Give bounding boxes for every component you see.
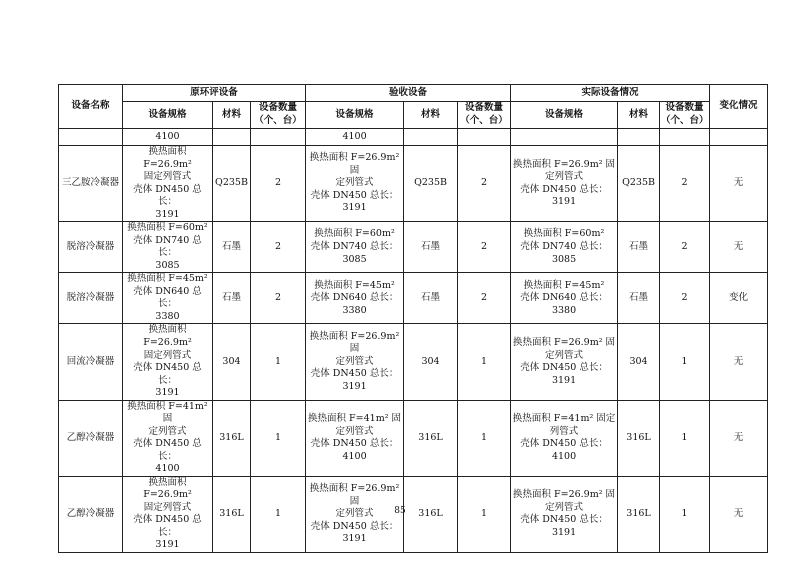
cell-acceptance-spec: 换热面积 F=60m² 壳体 DN740 总长： 3085 (306, 222, 404, 273)
header-actual-group: 实际设备情况 (511, 85, 710, 102)
header-actual-spec: 设备规格 (511, 102, 618, 129)
header-row-columns (59, 102, 768, 129)
cell-acceptance-spec: 4100 (306, 129, 404, 146)
header-change: 变化情况 (710, 85, 768, 129)
cell-name: 三乙胺冷凝器 (59, 146, 123, 222)
cell-acceptance-qty: 1 (458, 324, 511, 400)
cell-original-material: 304 (213, 324, 251, 400)
table-row (59, 324, 768, 400)
cell-change: 无 (710, 146, 768, 222)
cell-empty (618, 129, 660, 146)
cell-actual-qty: 2 (660, 222, 710, 273)
cell-original-qty: 2 (251, 222, 306, 273)
cell-acceptance-material: 石墨 (404, 222, 458, 273)
cell-actual-qty: 2 (660, 146, 710, 222)
cell-empty (511, 129, 618, 146)
cell-original-qty: 2 (251, 146, 306, 222)
header-acceptance-spec: 设备规格 (306, 102, 404, 129)
cell-actual-qty: 2 (660, 273, 710, 324)
table-row (59, 400, 768, 476)
equipment-table (58, 84, 768, 553)
cell-acceptance-material: Q235B (404, 146, 458, 222)
header-original-spec: 设备规格 (123, 102, 213, 129)
cell-original-qty: 1 (251, 324, 306, 400)
header-original-group: 原环评设备 (123, 85, 306, 102)
cell-acceptance-spec: 换热面积 F=45m² 壳体 DN640 总长： 3380 (306, 273, 404, 324)
cell-actual-spec: 换热面积 F=60m² 壳体 DN740 总长：3085 (511, 222, 618, 273)
cell-acceptance-qty: 2 (458, 222, 511, 273)
cell-acceptance-qty: 2 (458, 146, 511, 222)
cell-original-spec: 换热面积 F=26.9m² 固定列管式 壳体 DN450 总长： 3191 (123, 324, 213, 400)
cell-acceptance-spec: 换热面积 F=26.9m² 固 定列管式 壳体 DN450 总长： 3191 (306, 324, 404, 400)
cell-original-material: 316L (213, 400, 251, 476)
table-row-continued (59, 129, 768, 146)
cell-actual-spec: 换热面积 F=26.9m² 固 定列管式 壳体 DN450 总长：3191 (511, 324, 618, 400)
cell-acceptance-material: 304 (404, 324, 458, 400)
header-original-qty: 设备数量 （个、台） (251, 102, 306, 129)
cell-original-qty: 1 (251, 400, 306, 476)
cell-acceptance-spec: 换热面积 F=26.9m² 固 定列管式 壳体 DN450 总长： 3191 (306, 146, 404, 222)
header-actual-qty: 设备数量 （个、台） (660, 102, 710, 129)
header-original-material: 材料 (213, 102, 251, 129)
cell-change: 变化 (710, 273, 768, 324)
cell-acceptance-qty: 1 (458, 476, 511, 552)
cell-acceptance-qty: 2 (458, 273, 511, 324)
cell-actual-material: 石墨 (618, 273, 660, 324)
cell-acceptance-spec: 换热面积 F=26.9m² 固 定列管式 壳体 DN450 总长： 3191 (306, 476, 404, 552)
cell-empty (213, 129, 251, 146)
cell-original-qty: 1 (251, 476, 306, 552)
cell-actual-qty: 1 (660, 400, 710, 476)
cell-actual-material: 316L (618, 476, 660, 552)
table-row (59, 146, 768, 222)
cell-empty (404, 129, 458, 146)
cell-original-spec: 换热面积 F=26.9m² 固定列管式 壳体 DN450 总长： 3191 (123, 476, 213, 552)
cell-original-material: 石墨 (213, 273, 251, 324)
header-acceptance-group: 验收设备 (306, 85, 511, 102)
cell-original-spec: 换热面积 F=26.9m² 固定列管式 壳体 DN450 总长： 3191 (123, 146, 213, 222)
cell-original-material: 316L (213, 476, 251, 552)
cell-original-spec: 换热面积 F=60m² 壳体 DN740 总长： 3085 (123, 222, 213, 273)
cell-original-spec: 换热面积 F=41m² 固 定列管式 壳体 DN450 总长： 4100 (123, 400, 213, 476)
cell-empty (59, 129, 123, 146)
cell-change: 无 (710, 324, 768, 400)
cell-change: 无 (710, 476, 768, 552)
cell-name: 脱溶冷凝器 (59, 273, 123, 324)
table-row (59, 273, 768, 324)
header-acceptance-qty: 设备数量 （个、台） (458, 102, 511, 129)
header-acceptance-material: 材料 (404, 102, 458, 129)
cell-actual-material: Q235B (618, 146, 660, 222)
cell-acceptance-spec: 换热面积 F=41m² 固 定列管式 壳体 DN450 总长： 4100 (306, 400, 404, 476)
cell-empty (710, 129, 768, 146)
cell-name: 乙醇冷凝器 (59, 476, 123, 552)
cell-original-qty: 2 (251, 273, 306, 324)
cell-acceptance-material: 316L (404, 400, 458, 476)
header-row-groups (59, 85, 768, 102)
cell-original-spec: 换热面积 F=45m² 壳体 DN640 总长： 3380 (123, 273, 213, 324)
table-row (59, 222, 768, 273)
header-equipment-name: 设备名称 (59, 85, 123, 129)
cell-name: 乙醇冷凝器 (59, 400, 123, 476)
cell-empty (251, 129, 306, 146)
cell-actual-material: 304 (618, 324, 660, 400)
cell-actual-qty: 1 (660, 324, 710, 400)
page-number: 85 (394, 506, 406, 516)
cell-change: 无 (710, 222, 768, 273)
cell-actual-spec: 换热面积 F=45m² 壳体 DN640 总长：3380 (511, 273, 618, 324)
cell-actual-qty: 1 (660, 476, 710, 552)
header-actual-material: 材料 (618, 102, 660, 129)
cell-original-spec: 4100 (123, 129, 213, 146)
cell-acceptance-material: 316L (404, 476, 458, 552)
cell-empty (660, 129, 710, 146)
cell-actual-material: 316L (618, 400, 660, 476)
cell-name: 回流冷凝器 (59, 324, 123, 400)
cell-original-material: Q235B (213, 146, 251, 222)
cell-acceptance-qty: 1 (458, 400, 511, 476)
cell-name: 脱溶冷凝器 (59, 222, 123, 273)
cell-actual-spec: 换热面积 F=41m² 固定 列管式 壳体 DN450 总长：4100 (511, 400, 618, 476)
cell-actual-spec: 换热面积 F=26.9m² 固 定列管式 壳体 DN450 总长：3191 (511, 146, 618, 222)
cell-actual-spec: 换热面积 F=26.9m² 固 定列管式 壳体 DN450 总长：3191 (511, 476, 618, 552)
cell-actual-material: 石墨 (618, 222, 660, 273)
cell-acceptance-material: 石墨 (404, 273, 458, 324)
cell-empty (458, 129, 511, 146)
cell-change: 无 (710, 400, 768, 476)
cell-original-material: 石墨 (213, 222, 251, 273)
